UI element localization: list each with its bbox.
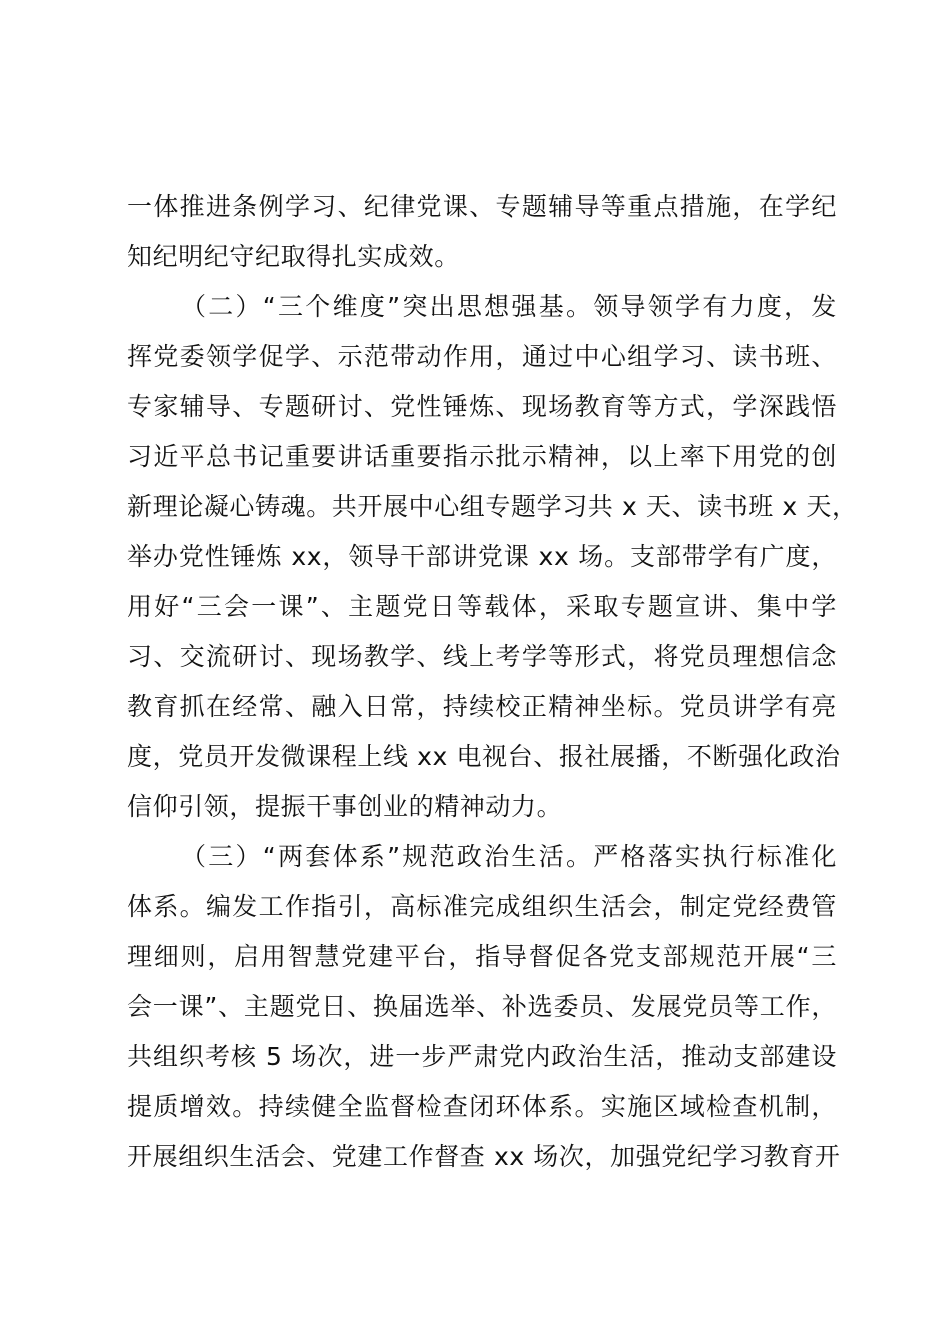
text-line-10: 习、交流研讨、现场教学、线上考学等形式，将党员理想信念 [127,642,837,671]
text-line-1: 一体推进条例学习、纪律党课、专题辅导等重点措施，在学纪 [127,192,837,221]
text-line-20: 开展组织生活会、党建工作督查 xx 场次，加强党纪学习教育开 [127,1142,841,1171]
text-line-5: 专家辅导、专题研讨、党性锤炼、现场教育等方式，学深践悟 [127,392,837,421]
text-line-7: 新理论凝心铸魂。共开展中心组专题学习共 x 天、读书班 x 天， [127,492,858,521]
text-line-6: 习近平总书记重要讲话重要指示批示精神，以上率下用党的创 [127,442,837,471]
text-line-3: （二）“三个维度”突出思想强基。领导领学有力度，发 [181,292,837,321]
text-line-15: 体系。编发工作指引，高标准完成组织生活会，制定党经费管 [127,892,837,921]
text-line-18: 共组织考核 5 场次，进一步严肃党内政治生活，推动支部建设 [127,1042,837,1071]
text-line-8: 举办党性锤炼 xx，领导干部讲党课 xx 场。支部带学有广度， [127,542,837,571]
text-line-4: 挥党委领学促学、示范带动作用，通过中心组学习、读书班、 [127,342,837,371]
text-line-19: 提质增效。持续健全监督检查闭环体系。实施区域检查机制， [127,1092,837,1121]
text-line-12: 度，党员开发微课程上线 xx 电视台、报社展播，不断强化政治 [127,742,841,771]
document-body [127,182,858,1182]
text-line-16: 理细则，启用智慧党建平台，指导督促各党支部规范开展“三 [127,942,837,971]
text-line-2: 知纪明纪守纪取得扎实成效。 [127,242,460,271]
text-line-13: 信仰引领，提振干事创业的精神动力。 [127,792,563,821]
text-line-9: 用好“三会一课”、主题党日等载体，采取专题宣讲、集中学 [127,592,837,621]
text-line-11: 教育抓在经常、融入日常，持续校正精神坐标。党员讲学有亮 [127,692,837,721]
text-line-17: 会一课”、主题党日、换届选举、补选委员、发展党员等工作， [127,992,837,1021]
text-line-14: （三）“两套体系”规范政治生活。严格落实执行标准化 [181,842,837,871]
